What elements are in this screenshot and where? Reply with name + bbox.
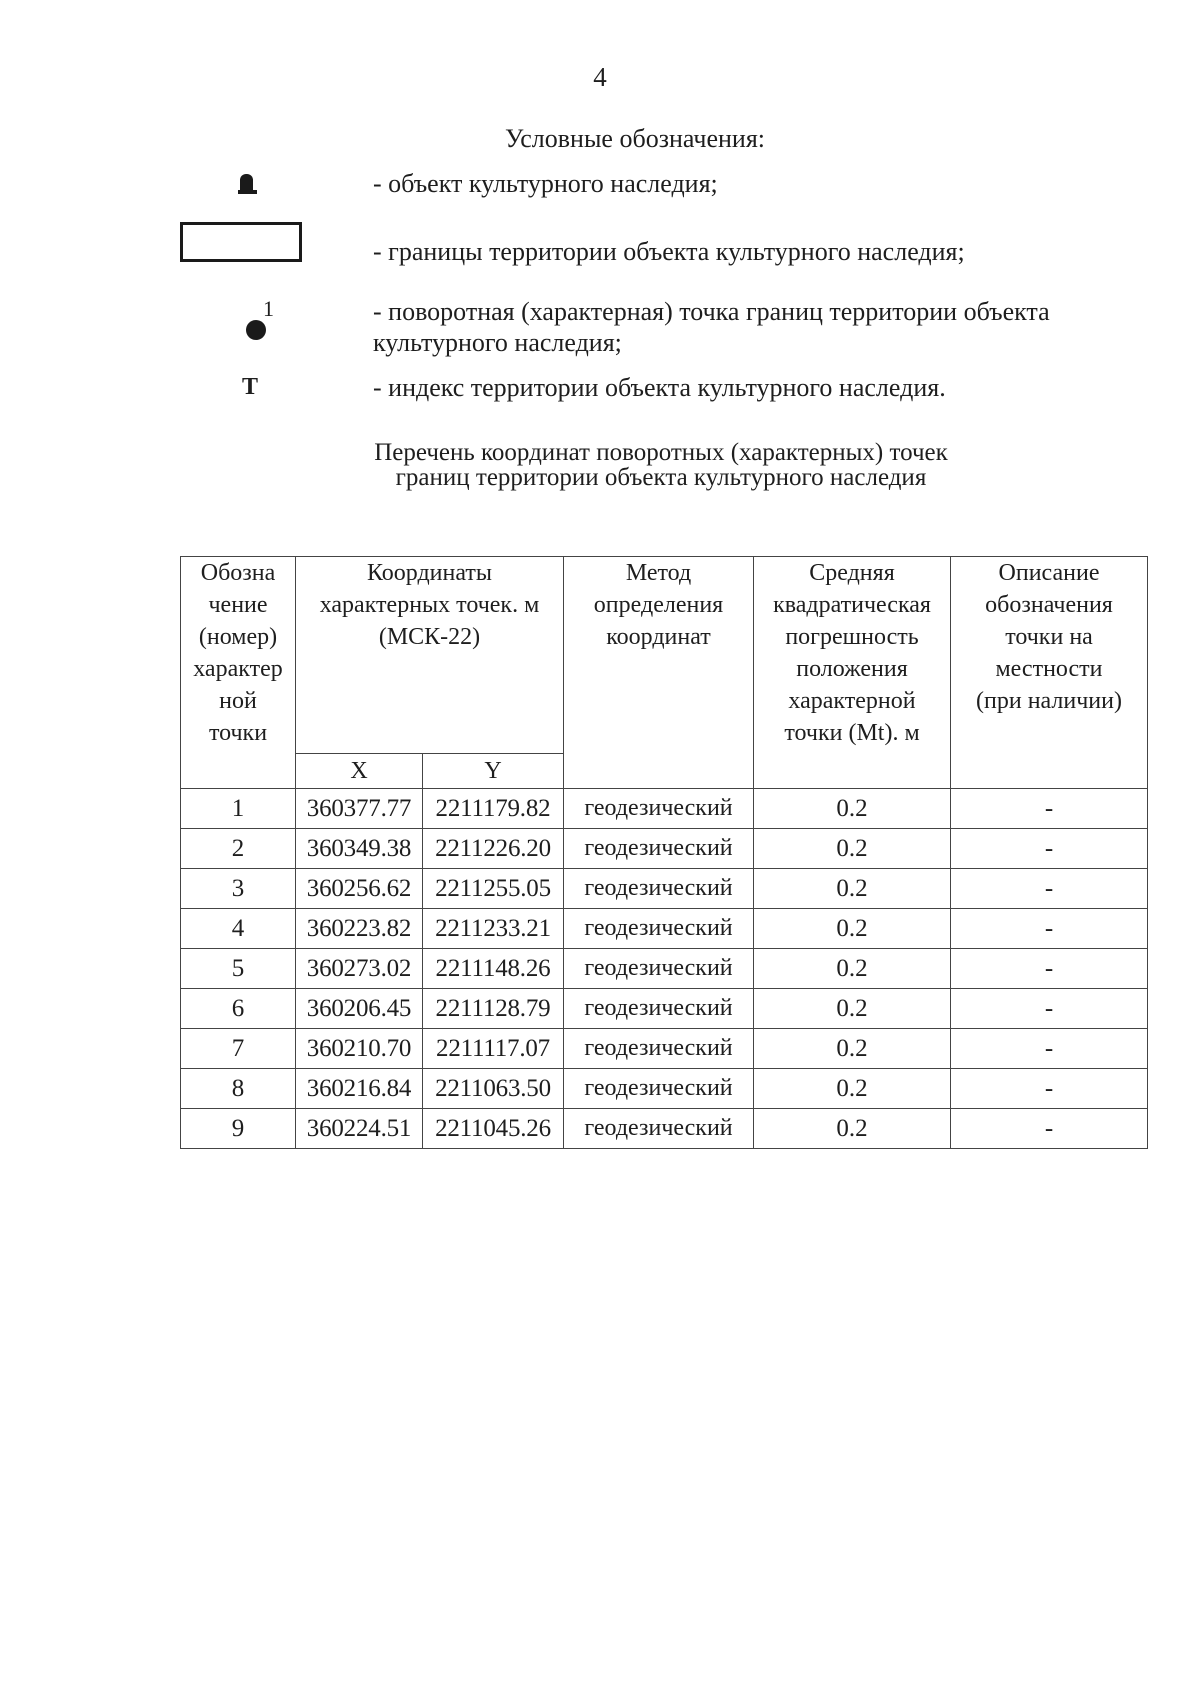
boundary-rectangle-icon bbox=[180, 222, 330, 266]
description-cell: - bbox=[951, 1069, 1148, 1109]
description-cell: - bbox=[951, 1029, 1148, 1069]
description-cell: - bbox=[951, 869, 1148, 909]
legend-title: Условные обозначения: bbox=[504, 124, 766, 153]
y-coordinate-cell: 2211233.21 bbox=[423, 909, 564, 949]
error-cell: 0.2 bbox=[754, 1109, 951, 1149]
point-number-cell: 3 bbox=[181, 869, 296, 909]
table-row bbox=[181, 789, 1148, 829]
legend-item-monument bbox=[180, 168, 1120, 208]
table-row bbox=[181, 869, 1148, 909]
table-row bbox=[181, 989, 1148, 1029]
point-number-cell: 5 bbox=[181, 949, 296, 989]
error-cell: 0.2 bbox=[754, 1029, 951, 1069]
x-coordinate-cell: 360224.51 bbox=[296, 1109, 423, 1149]
table-row bbox=[181, 909, 1148, 949]
method-cell: геодезический bbox=[564, 829, 754, 869]
x-coordinate-cell: 360223.82 bbox=[296, 909, 423, 949]
page-number: 4 bbox=[593, 62, 607, 92]
table-row bbox=[181, 829, 1148, 869]
coordinates-table bbox=[180, 556, 1148, 1149]
x-coordinate-cell: 360210.70 bbox=[296, 1029, 423, 1069]
error-cell: 0.2 bbox=[754, 869, 951, 909]
method-cell: геодезический bbox=[564, 949, 754, 989]
description-cell: - bbox=[951, 1109, 1148, 1149]
legend-text: - индекс территории объекта культурного наследия. bbox=[373, 373, 946, 402]
error-cell: 0.2 bbox=[754, 789, 951, 829]
header-y: Y bbox=[423, 754, 564, 789]
method-cell: геодезический bbox=[564, 869, 754, 909]
point-number-cell: 6 bbox=[181, 989, 296, 1029]
y-coordinate-cell: 2211179.82 bbox=[423, 789, 564, 829]
method-cell: геодезический bbox=[564, 1069, 754, 1109]
description-cell: - bbox=[951, 789, 1148, 829]
header-coords: Координаты характерных точек. м (МСК-22) bbox=[296, 557, 564, 754]
x-coordinate-cell: 360377.77 bbox=[296, 789, 423, 829]
table-row bbox=[181, 1069, 1148, 1109]
table-title-line: Перечень координат поворотных (характерных) точек bbox=[374, 439, 948, 466]
table-row bbox=[181, 1109, 1148, 1149]
error-cell: 0.2 bbox=[754, 989, 951, 1029]
point-number-cell: 1 bbox=[181, 789, 296, 829]
legend-text: - поворотная (характерная) точка границ территории объекта культурного наследия; bbox=[373, 297, 1050, 357]
turning-point-label: 1 bbox=[263, 296, 274, 321]
description-cell: - bbox=[951, 909, 1148, 949]
territory-index-label: Т bbox=[242, 374, 259, 400]
territory-index-icon bbox=[180, 374, 330, 406]
table-title-line: границ территории объекта культурного наследия bbox=[395, 464, 927, 491]
header-description: Описание обозначения точки на местности (при наличии) bbox=[951, 557, 1148, 789]
legend-text: - объект культурного наследия; bbox=[373, 169, 718, 198]
x-coordinate-cell: 360206.45 bbox=[296, 989, 423, 1029]
point-number-cell: 4 bbox=[181, 909, 296, 949]
point-number-cell: 2 bbox=[181, 829, 296, 869]
method-cell: геодезический bbox=[564, 989, 754, 1029]
y-coordinate-cell: 2211063.50 bbox=[423, 1069, 564, 1109]
error-cell: 0.2 bbox=[754, 909, 951, 949]
legend-item-turning-point bbox=[180, 296, 1120, 360]
error-cell: 0.2 bbox=[754, 949, 951, 989]
x-coordinate-cell: 360256.62 bbox=[296, 869, 423, 909]
error-cell: 0.2 bbox=[754, 829, 951, 869]
monument-icon bbox=[180, 172, 330, 200]
header-x: X bbox=[296, 754, 423, 789]
y-coordinate-cell: 2211255.05 bbox=[423, 869, 564, 909]
description-cell: - bbox=[951, 829, 1148, 869]
y-coordinate-cell: 2211226.20 bbox=[423, 829, 564, 869]
point-number-cell: 7 bbox=[181, 1029, 296, 1069]
x-coordinate-cell: 360349.38 bbox=[296, 829, 423, 869]
legend-text: - границы территории объекта культурного наследия; bbox=[373, 237, 965, 266]
header-error: Средняя квадратическая погрешность положения характерной точки (Mt). м bbox=[754, 557, 951, 789]
table-title bbox=[170, 440, 1152, 490]
y-coordinate-cell: 2211128.79 bbox=[423, 989, 564, 1029]
description-cell: - bbox=[951, 949, 1148, 989]
header-designation: Обозна чение (номер) характер ной точки bbox=[181, 557, 296, 789]
method-cell: геодезический bbox=[564, 909, 754, 949]
y-coordinate-cell: 2211148.26 bbox=[423, 949, 564, 989]
method-cell: геодезический bbox=[564, 1109, 754, 1149]
x-coordinate-cell: 360273.02 bbox=[296, 949, 423, 989]
y-coordinate-cell: 2211045.26 bbox=[423, 1109, 564, 1149]
description-cell: - bbox=[951, 989, 1148, 1029]
method-cell: геодезический bbox=[564, 789, 754, 829]
point-number-cell: 9 bbox=[181, 1109, 296, 1149]
x-coordinate-cell: 360216.84 bbox=[296, 1069, 423, 1109]
method-cell: геодезический bbox=[564, 1029, 754, 1069]
table-row bbox=[181, 1029, 1148, 1069]
legend-item-territory-index bbox=[180, 372, 1120, 408]
turning-point-icon bbox=[180, 296, 330, 346]
table-row bbox=[181, 949, 1148, 989]
legend-item-boundary bbox=[180, 222, 1120, 270]
header-method: Метод определения координат bbox=[564, 557, 754, 789]
y-coordinate-cell: 2211117.07 bbox=[423, 1029, 564, 1069]
error-cell: 0.2 bbox=[754, 1069, 951, 1109]
point-number-cell: 8 bbox=[181, 1069, 296, 1109]
